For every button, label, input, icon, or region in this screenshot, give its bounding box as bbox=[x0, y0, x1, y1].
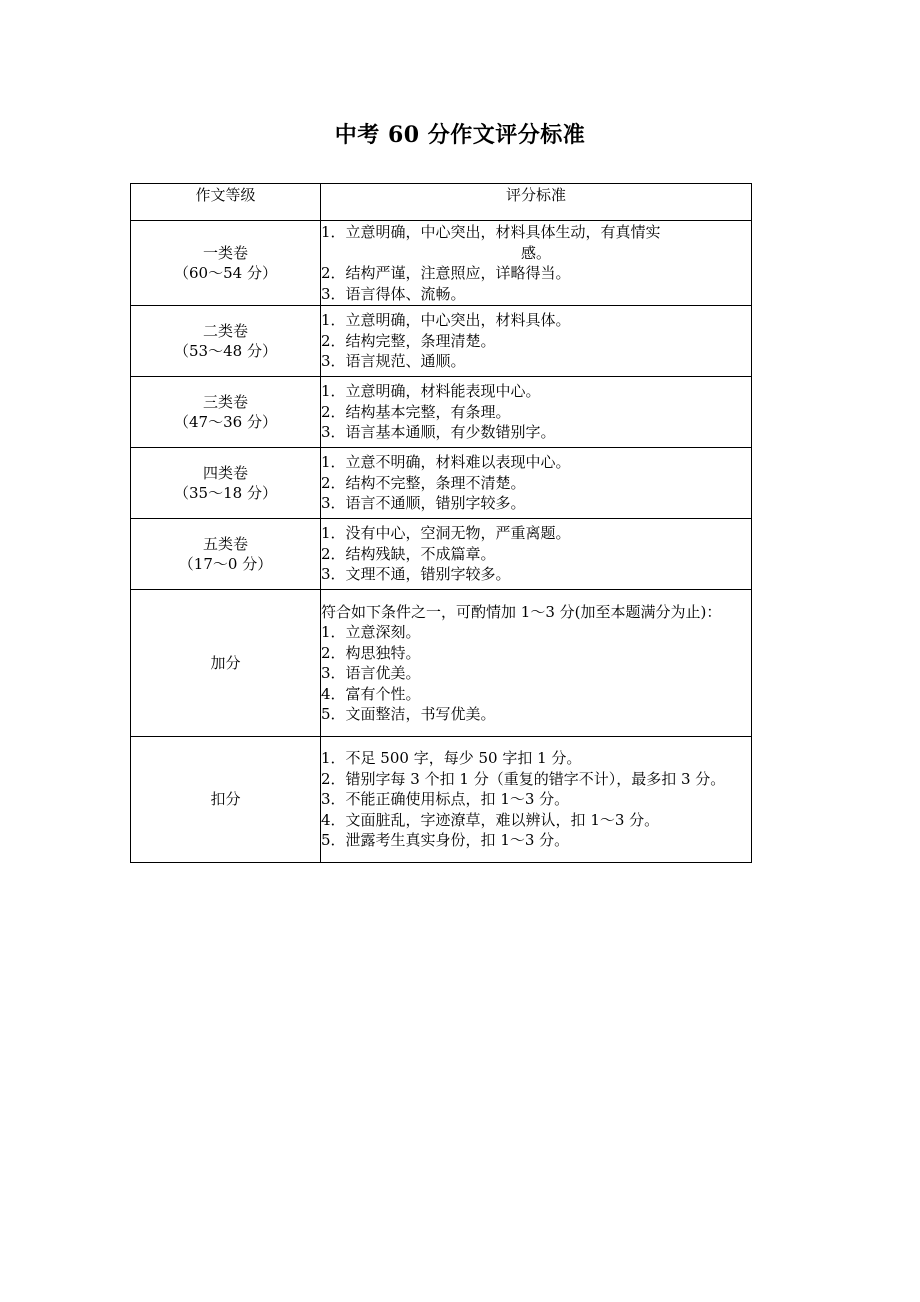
table-row bbox=[131, 448, 752, 519]
grade-cell bbox=[131, 519, 321, 590]
criteria-item: 2．结构不完整，条理不清楚。 bbox=[321, 473, 526, 492]
criteria-item: 2．结构严谨，注意照应，详略得当。 bbox=[321, 264, 571, 282]
criteria-item: 5．泄露考生真实身份，扣 1～3 分。 bbox=[321, 831, 570, 850]
criteria-item: 5．文面整洁，书写优美。 bbox=[321, 705, 496, 723]
header-grade: 作文等级 bbox=[131, 184, 321, 221]
grade-range: （60～54 分） bbox=[174, 264, 277, 282]
criteria-item: 3．语言优美。 bbox=[321, 664, 421, 682]
table-row bbox=[131, 590, 752, 737]
criteria-item: 3．语言不通顺，错别字较多。 bbox=[321, 494, 526, 513]
grade-range: （53～48 分） bbox=[174, 342, 277, 360]
grade-cell bbox=[131, 590, 321, 737]
criteria-item: 1．立意不明确，材料难以表现中心。 bbox=[321, 453, 571, 472]
criteria-item: 3．语言得体、流畅。 bbox=[321, 284, 466, 303]
criteria-cell bbox=[321, 519, 752, 590]
grade-name: 扣分 bbox=[210, 790, 241, 809]
criteria-cell bbox=[321, 221, 752, 306]
criteria-item: 1．不足 500 字，每少 50 字扣 1 分。 bbox=[321, 749, 582, 768]
table-header bbox=[131, 184, 752, 221]
criteria-cell bbox=[321, 306, 752, 377]
criteria-item: 3．语言规范、通顺。 bbox=[321, 352, 466, 371]
table-row bbox=[131, 737, 752, 863]
grade-range: （17～0 分） bbox=[178, 555, 273, 573]
grade-cell bbox=[131, 448, 321, 519]
criteria-cell bbox=[321, 737, 752, 863]
scoring-table bbox=[130, 183, 752, 863]
criteria-item: 1．立意明确，中心突出，材料具体。 bbox=[321, 311, 571, 330]
criteria-cell bbox=[321, 590, 752, 737]
criteria-item: 1．立意明确，中心突出，材料具体生动，有真情实 bbox=[321, 223, 661, 241]
grade-name: 三类卷 bbox=[202, 392, 248, 411]
table-row bbox=[131, 221, 752, 306]
table-row bbox=[131, 306, 752, 377]
criteria-item: 3．不能正确使用标点，扣 1～3 分。 bbox=[321, 790, 570, 809]
bonus-intro: 符合如下条件之一，可酌情加 1～3 分(加至本题满分为止)： bbox=[321, 602, 722, 621]
criteria-item: 2．构思独特。 bbox=[321, 643, 421, 662]
grade-cell bbox=[131, 306, 321, 377]
grade-cell bbox=[131, 377, 321, 448]
criteria-item: 3．语言基本通顺，有少数错别字。 bbox=[321, 423, 556, 442]
grade-cell bbox=[131, 221, 321, 306]
criteria-item: 2．结构完整，条理清楚。 bbox=[321, 331, 496, 350]
page-title: 中考 60 分作文评分标准 bbox=[334, 122, 586, 148]
table-row bbox=[131, 519, 752, 590]
table-row bbox=[131, 377, 752, 448]
criteria-item-continuation: 感。 bbox=[520, 243, 551, 262]
grade-name: 一类卷 bbox=[202, 243, 248, 262]
grade-range: （35～18 分） bbox=[174, 484, 277, 502]
criteria-item: 4．文面脏乱，字迹潦草，难以辨认，扣 1～3 分。 bbox=[321, 810, 660, 829]
header-criteria: 评分标准 bbox=[321, 184, 752, 221]
criteria-item: 1．立意深刻。 bbox=[321, 623, 421, 641]
criteria-item: 2．错别字每 3 个扣 1 分（重复的错字不计），最多扣 3 分。 bbox=[321, 769, 726, 788]
criteria-item: 1．立意明确，材料能表现中心。 bbox=[321, 382, 541, 401]
criteria-item: 2．结构基本完整，有条理。 bbox=[321, 402, 511, 421]
grade-cell bbox=[131, 737, 321, 863]
grade-name: 二类卷 bbox=[202, 321, 248, 340]
grade-name: 四类卷 bbox=[202, 463, 248, 482]
criteria-cell bbox=[321, 448, 752, 519]
grade-name: 五类卷 bbox=[202, 534, 248, 553]
criteria-item: 3．文理不通，错别字较多。 bbox=[321, 565, 511, 584]
header-row bbox=[131, 184, 752, 221]
grade-name: 加分 bbox=[210, 653, 241, 672]
grade-range: （47～36 分） bbox=[174, 413, 277, 431]
criteria-item: 2．结构残缺，不成篇章。 bbox=[321, 544, 496, 563]
criteria-cell bbox=[321, 377, 752, 448]
criteria-item: 4．富有个性。 bbox=[321, 684, 421, 703]
criteria-item: 1．没有中心，空洞无物，严重离题。 bbox=[321, 524, 571, 543]
